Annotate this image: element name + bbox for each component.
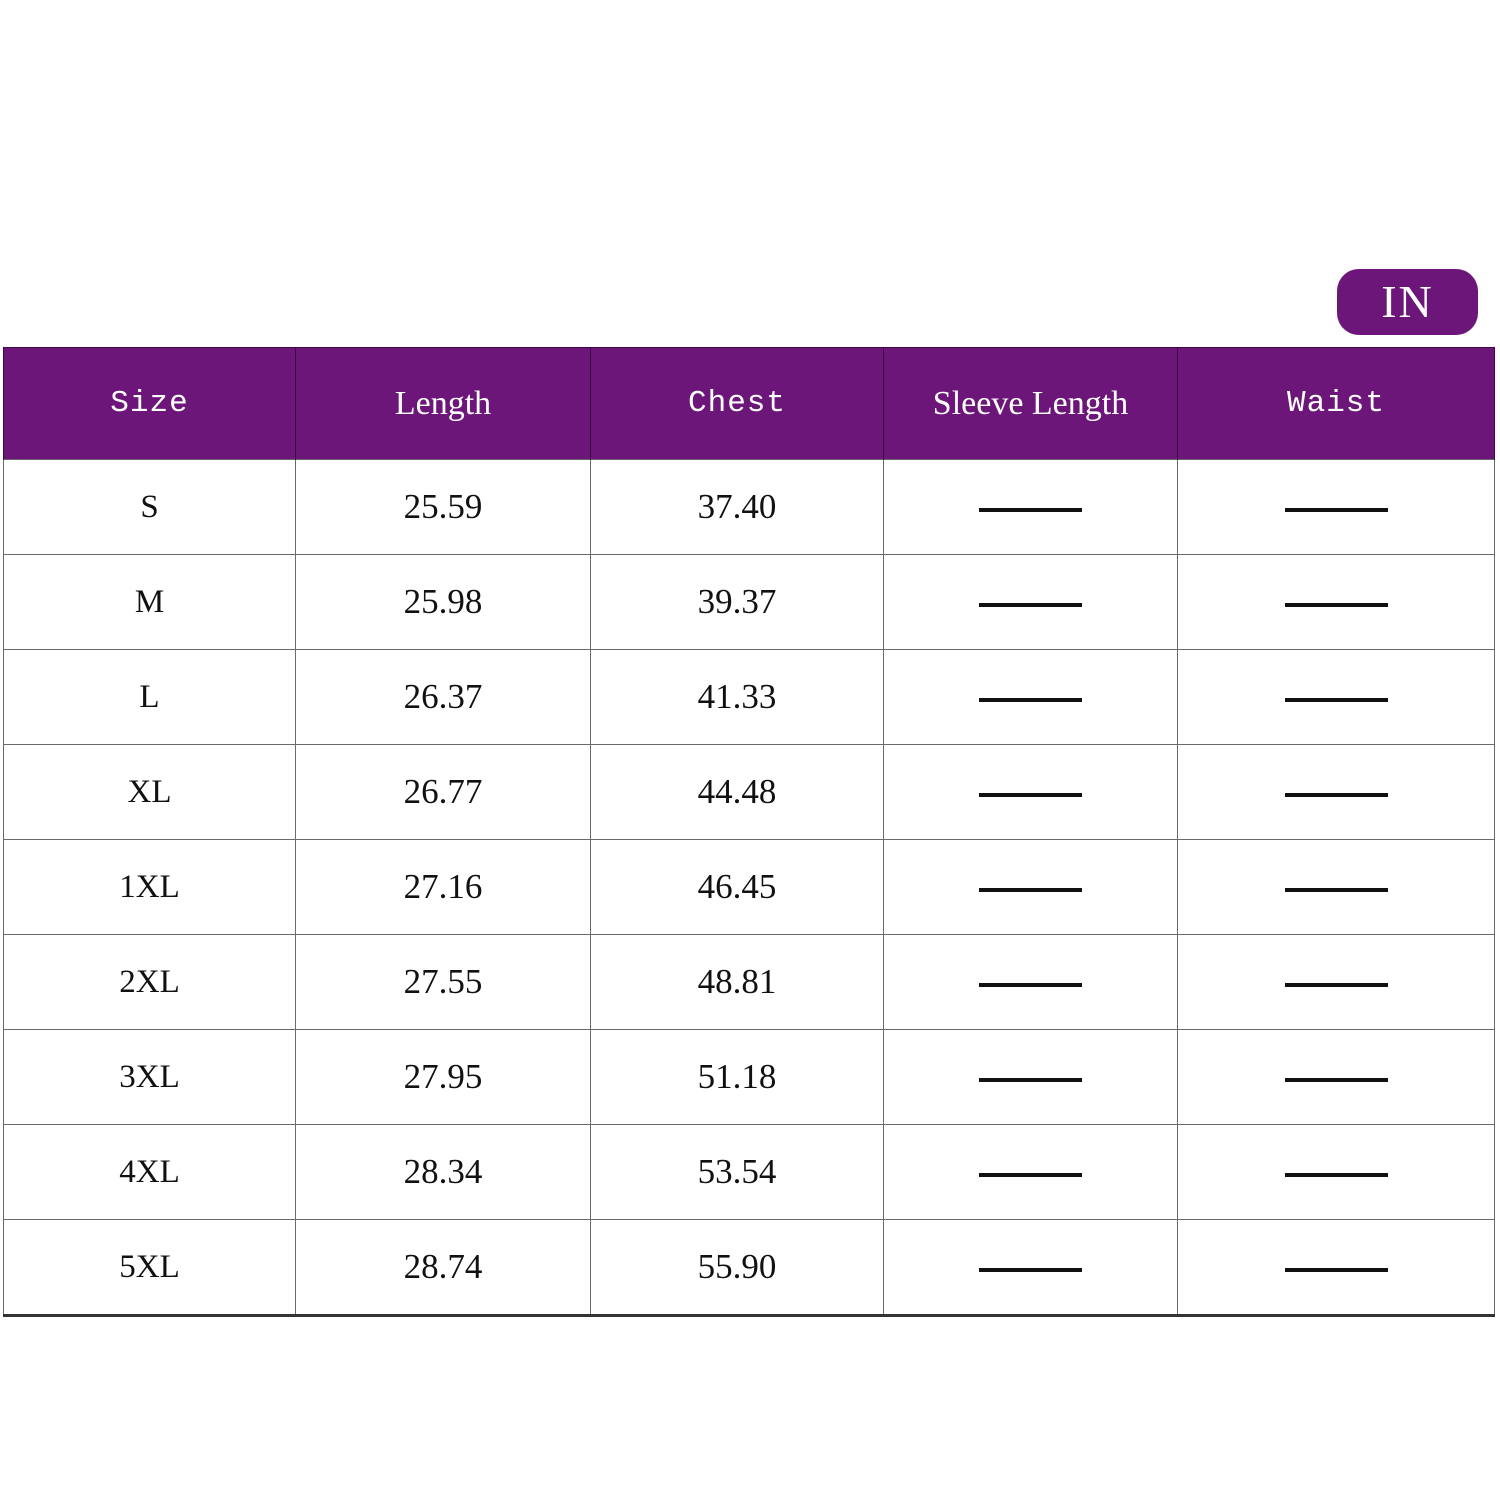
length-cell: 27.16 [296,840,591,935]
no-value-dash [979,508,1082,512]
sleeve-length-cell [884,745,1178,840]
length-cell: 27.95 [296,1030,591,1125]
no-value-dash [979,983,1082,987]
length-cell: 25.59 [296,460,591,555]
column-header-length: Length [296,348,591,460]
table-row [4,1125,1495,1220]
column-header-waist: Waist [1178,348,1495,460]
length-cell: 28.34 [296,1125,591,1220]
table-row [4,460,1495,555]
chest-cell: 41.33 [591,650,884,745]
length-cell: 25.98 [296,555,591,650]
table-header [4,348,1495,460]
length-cell: 27.55 [296,935,591,1030]
table-row [4,1030,1495,1125]
sleeve-length-cell [884,555,1178,650]
size-cell: M [4,555,296,650]
no-value-dash [979,1078,1082,1082]
sleeve-length-cell [884,460,1178,555]
size-cell: S [4,460,296,555]
chest-cell: 39.37 [591,555,884,650]
column-header-chest: Chest [591,348,884,460]
size-cell: 4XL [4,1125,296,1220]
length-cell: 26.37 [296,650,591,745]
column-header-size: Size [4,348,296,460]
waist-cell [1178,555,1495,650]
sleeve-length-cell [884,1125,1178,1220]
table-row [4,840,1495,935]
no-value-dash [1285,983,1388,987]
size-cell: 3XL [4,1030,296,1125]
table-row [4,650,1495,745]
chest-cell: 53.54 [591,1125,884,1220]
sleeve-length-cell [884,840,1178,935]
no-value-dash [979,888,1082,892]
table-row [4,1220,1495,1316]
sleeve-length-cell [884,1030,1178,1125]
no-value-dash [1285,603,1388,607]
table-row [4,555,1495,650]
sleeve-length-cell [884,935,1178,1030]
length-cell: 26.77 [296,745,591,840]
chest-cell: 55.90 [591,1220,884,1316]
chest-cell: 44.48 [591,745,884,840]
no-value-dash [979,603,1082,607]
size-cell: 1XL [4,840,296,935]
no-value-dash [1285,1078,1388,1082]
waist-cell [1178,935,1495,1030]
waist-cell [1178,1220,1495,1316]
no-value-dash [979,793,1082,797]
no-value-dash [1285,698,1388,702]
no-value-dash [1285,888,1388,892]
waist-cell [1178,1125,1495,1220]
no-value-dash [1285,1268,1388,1272]
no-value-dash [979,1268,1082,1272]
no-value-dash [1285,793,1388,797]
waist-cell [1178,1030,1495,1125]
chest-cell: 37.40 [591,460,884,555]
header-row [4,348,1495,460]
unit-badge: IN [1337,269,1478,335]
waist-cell [1178,460,1495,555]
table-row [4,935,1495,1030]
table-row [4,745,1495,840]
waist-cell [1178,650,1495,745]
no-value-dash [979,1173,1082,1177]
chest-cell: 46.45 [591,840,884,935]
length-cell: 28.74 [296,1220,591,1316]
sleeve-length-cell [884,1220,1178,1316]
size-chart-table [3,347,1495,1317]
size-cell: 2XL [4,935,296,1030]
no-value-dash [1285,508,1388,512]
waist-cell [1178,840,1495,935]
column-header-sleeve-length: Sleeve Length [884,348,1178,460]
no-value-dash [1285,1173,1388,1177]
chest-cell: 48.81 [591,935,884,1030]
size-cell: XL [4,745,296,840]
size-cell: 5XL [4,1220,296,1316]
table-body [4,460,1495,1316]
sleeve-length-cell [884,650,1178,745]
size-cell: L [4,650,296,745]
waist-cell [1178,745,1495,840]
chest-cell: 51.18 [591,1030,884,1125]
no-value-dash [979,698,1082,702]
